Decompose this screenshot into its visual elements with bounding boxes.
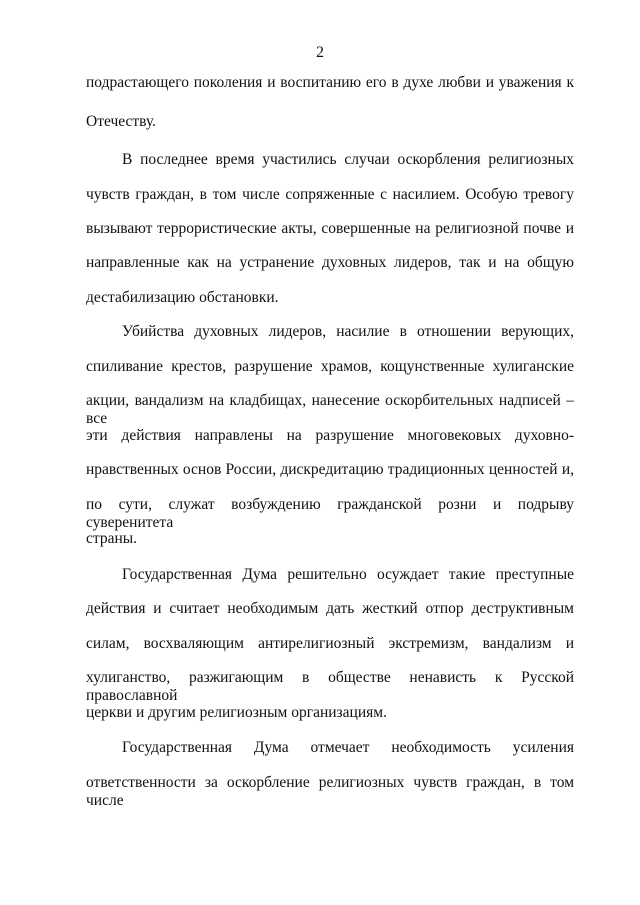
text-line: церкви и другим религиозным организациям. [86, 704, 387, 721]
text-line: Отечеству. [86, 113, 157, 130]
text-line: силам, восхваляющим антирелигиозный экстремизм, вандализм и [86, 635, 574, 652]
text-line: направленные как на устранение духовных лидеров, так и на общую [86, 254, 574, 271]
text-line: вызывают террористические акты, совершенные на религиозной почве и [86, 220, 574, 237]
text-line: страны. [86, 530, 138, 547]
text-line: нравственных основ России, дискредитацию традиционных ценностей и, [86, 461, 574, 478]
text-line: чувств граждан, в том числе сопряженные с насилием. Особую тревогу [86, 186, 574, 203]
text-line: дестабилизацию обстановки. [86, 289, 279, 306]
text-line: ответственности за оскорбление религиозных чувств граждан, в том числе [86, 774, 574, 809]
text-line: В последнее время участились случаи оскорбления религиозных [122, 151, 574, 168]
text-line: Государственная Дума решительно осуждает такие преступные [122, 566, 574, 583]
text-line: подрастающего поколения и воспитанию его в духе любви и уважения к [86, 74, 574, 91]
text-line: спиливание крестов, разрушение храмов, кощунственные хулиганские [86, 358, 574, 375]
text-line: Государственная Дума отмечает необходимость усиления [122, 739, 574, 756]
text-line: Убийства духовных лидеров, насилие в отношении верующих, [122, 323, 574, 340]
text-line: эти действия направлены на разрушение многовековых духовно- [86, 427, 574, 444]
text-line: хулиганство, разжигающим в обществе ненависть к Русской православной [86, 669, 574, 704]
text-line: по сути, служат возбуждению гражданской розни и подрыву суверенитета [86, 496, 574, 531]
page-number: 2 [316, 44, 324, 61]
text-line: действия и считает необходимым дать жесткий отпор деструктивным [86, 600, 574, 617]
text-line: акции, вандализм на кладбищах, нанесение оскорбительных надписей – все [86, 392, 574, 427]
